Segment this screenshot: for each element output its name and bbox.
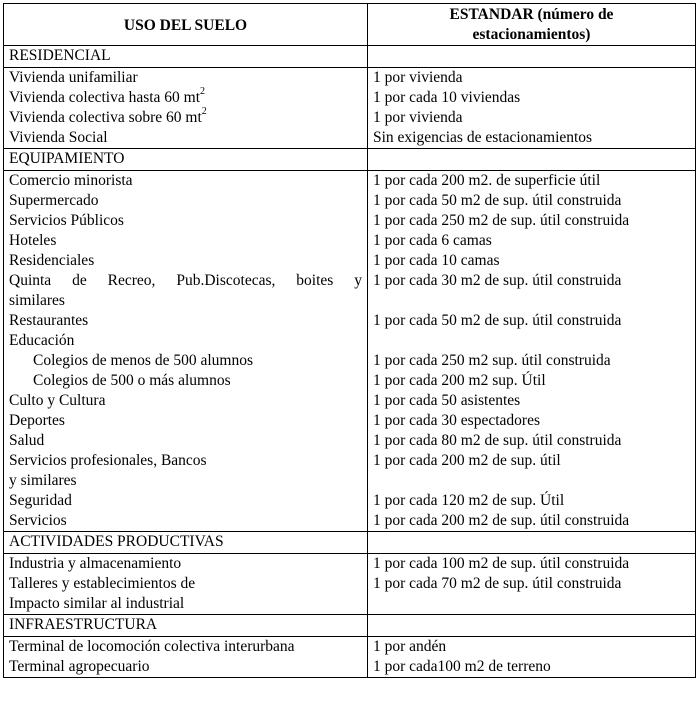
superscript: 2 xyxy=(200,85,206,97)
land-use-item xyxy=(9,271,362,291)
section-title-text: ACTIVIDADES PRODUCTIVAS xyxy=(9,533,224,550)
standard-value: 1 por cada 10 camas xyxy=(373,252,500,269)
standard-value: 1 por cada 200 m2 sup. Útil xyxy=(373,372,546,389)
standard-cell xyxy=(368,637,696,678)
standard-value: 1 por vivienda xyxy=(373,109,463,126)
standard-value: 1 por cada 30 m2 de sup. útil construida xyxy=(373,272,622,289)
standard-value: 1 por cada 200 m2. de superficie útil xyxy=(373,172,601,189)
section-title-empty xyxy=(368,46,696,68)
land-use-item: Terminal agropecuario xyxy=(9,658,150,675)
land-use-word: Recreo, xyxy=(107,272,156,289)
land-use-cell xyxy=(4,554,368,615)
land-use-item: Hoteles xyxy=(9,232,57,249)
section-title-empty xyxy=(368,532,696,554)
section-title-text: RESIDENCIAL xyxy=(9,47,111,64)
section-title-empty xyxy=(368,149,696,171)
section-items-row xyxy=(4,637,696,678)
header-row xyxy=(4,4,696,46)
land-use-word: y xyxy=(354,272,362,289)
standard-value-blank xyxy=(373,291,690,311)
land-use-item: Residenciales xyxy=(9,252,95,269)
land-use-item: Vivienda colectiva hasta 60 $mt^2$ xyxy=(9,85,206,106)
standard-value xyxy=(373,331,690,351)
standard-value xyxy=(373,471,690,491)
standard-cell xyxy=(368,171,696,532)
land-use-item: Servicios profesionales, Bancos xyxy=(9,452,207,469)
standard-value: 1 por cada 120 m2 de sup. Útil xyxy=(373,492,565,509)
standard-value: 1 por cada 30 espectadores xyxy=(373,412,540,429)
section-title-text: INFRAESTRUCTURA xyxy=(9,616,158,633)
superscript: 2 xyxy=(201,105,207,117)
land-use-item: Salud xyxy=(9,432,45,449)
section-title xyxy=(4,149,368,171)
standard-value: 1 por cada 10 viviendas xyxy=(373,89,521,106)
section-items-row xyxy=(4,171,696,532)
standard-value: 1 por cada100 m2 de terreno xyxy=(373,658,551,675)
land-use-item: Impacto similar al industrial xyxy=(9,595,185,612)
land-use-item: Vivienda Social xyxy=(9,129,108,146)
standard-value: 1 por cada 100 m2 de sup. útil construida xyxy=(373,555,630,572)
header-standard: ESTANDAR (número de estacionamientos) xyxy=(368,4,696,46)
land-use-item: Seguridad xyxy=(9,492,72,509)
header-land-use: USO DEL SUELO xyxy=(4,4,368,46)
land-use-item: Colegios de menos de 500 alumnos xyxy=(33,352,253,369)
land-use-word: Pub.Discotecas, xyxy=(176,272,276,289)
section-header-row xyxy=(4,46,696,68)
section-header-row xyxy=(4,532,696,554)
standard-value: 1 por cada 50 m2 de sup. útil construida xyxy=(373,192,622,209)
land-use-item-cont: similares xyxy=(9,292,65,309)
land-use-word: boites xyxy=(296,272,334,289)
standard-cell xyxy=(368,554,696,615)
standard-value: 1 por cada 250 m2 sup. útil construida xyxy=(373,352,611,369)
standard-value: 1 por cada 50 asistentes xyxy=(373,392,521,409)
section-title-empty xyxy=(368,615,696,637)
land-use-cell xyxy=(4,637,368,678)
section-header-row xyxy=(4,149,696,171)
section-items-row xyxy=(4,554,696,615)
land-use-item: Servicios Públicos xyxy=(9,212,124,229)
land-use-word: de xyxy=(72,272,87,289)
section-title-text: EQUIPAMIENTO xyxy=(9,150,125,167)
standard-value: 1 por andén xyxy=(373,638,447,655)
standard-value: Sin exigencias de estacionamientos xyxy=(373,129,593,146)
standard-value: 1 por cada 200 m2 de sup. útil xyxy=(373,452,561,469)
land-use-item: Culto y Cultura xyxy=(9,392,106,409)
land-use-item: Supermercado xyxy=(9,192,99,209)
land-use-cell xyxy=(4,171,368,532)
section-title xyxy=(4,532,368,554)
standard-value: 1 por cada 250 m2 de sup. útil construida xyxy=(373,212,630,229)
standard-value: 1 por cada 50 m2 de sup. útil construida xyxy=(373,312,622,329)
section-title xyxy=(4,46,368,68)
standard-cell xyxy=(368,68,696,149)
land-use-item: Colegios de 500 o más alumnos xyxy=(33,372,231,389)
land-use-item: Talleres y establecimientos de xyxy=(9,575,196,592)
standard-value: 1 por vivienda xyxy=(373,69,463,86)
land-use-item: Industria y almacenamiento xyxy=(9,555,182,572)
land-use-word: Quinta xyxy=(9,272,52,289)
standard-value: 1 por cada 70 m2 de sup. útil construida xyxy=(373,575,622,592)
land-use-item: Servicios xyxy=(9,512,67,529)
land-use-item: Restaurantes xyxy=(9,312,89,329)
land-use-cell xyxy=(4,68,368,149)
land-use-item: Comercio minorista xyxy=(9,172,133,189)
land-use-item: y similares xyxy=(9,472,77,489)
land-use-item: Educación xyxy=(9,332,75,349)
section-items-row xyxy=(4,68,696,149)
standard-value xyxy=(373,594,690,614)
section-header-row xyxy=(4,615,696,637)
standard-value: 1 por cada 80 m2 de sup. útil construida xyxy=(373,432,622,449)
standard-value: 1 por cada 200 m2 de sup. útil construida xyxy=(373,512,630,529)
land-use-item: Vivienda unifamiliar xyxy=(9,69,138,86)
parking-standards-table xyxy=(3,3,696,678)
section-title xyxy=(4,615,368,637)
land-use-item: Deportes xyxy=(9,412,65,429)
standard-value: 1 por cada 6 camas xyxy=(373,232,492,249)
land-use-item: Vivienda colectiva sobre 60 $mt^2$ xyxy=(9,105,207,126)
land-use-item: Terminal de locomoción colectiva interurbana xyxy=(9,638,295,655)
